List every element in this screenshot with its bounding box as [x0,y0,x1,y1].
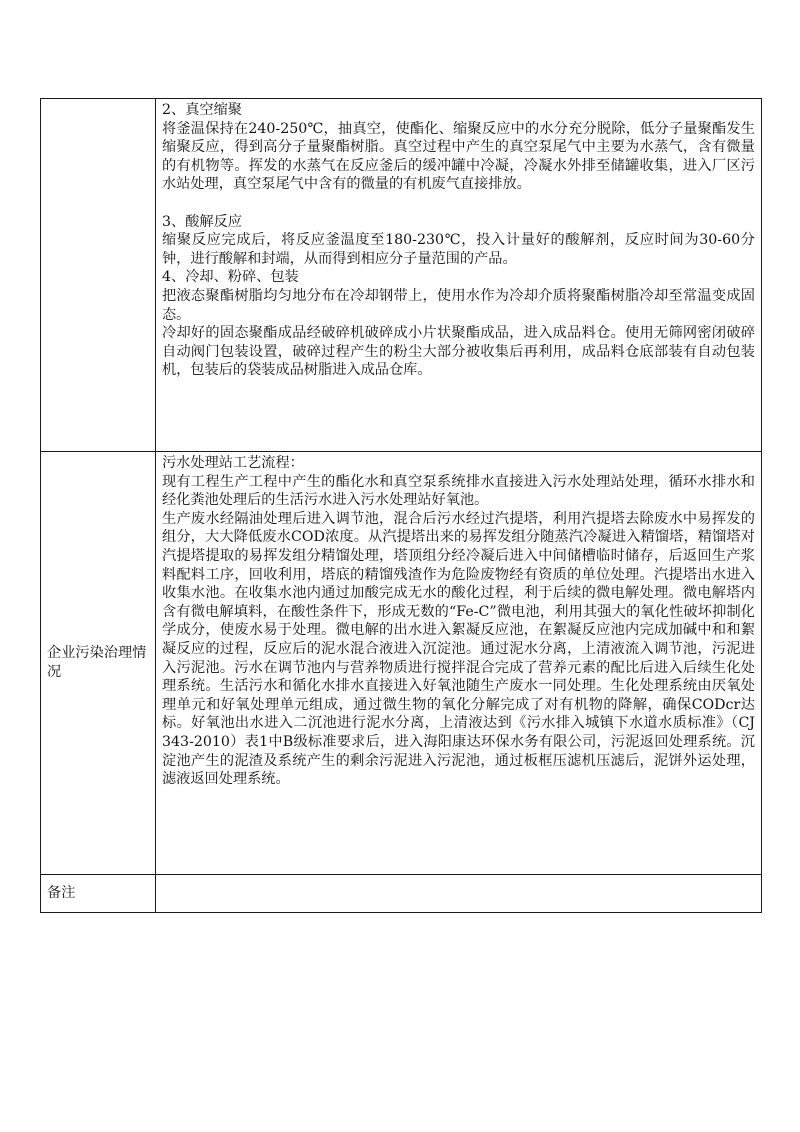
heading-cooling-packaging: 4、冷却、粉碎、包装 [161,269,299,286]
table-row-remarks [41,875,762,913]
table-row-pollution-control [41,452,762,875]
wastewater-paragraph-1: 现有工程生产工程中产生的酯化水和真空泵系统排水直接进入污水处理站处理，循环水排水和经化粪池处理后的生活污水进入污水处理站好氧池。 [161,473,755,509]
row-label-empty [41,99,156,452]
heading-vacuum-polycondensation: 2、真空缩聚 [161,102,242,118]
document-table [40,98,770,913]
paragraph-gap [162,194,755,213]
cooling-text-2: 冷却好的固态聚酯成品经破碎机破碎成小片状聚酯成品，进入成品料仓。使用无筛网密闭破碎自动阀门包装设置，破碎过程产生的粉尘大部分被收集后再利用，成品料仓底部装有自动包装机，包装后的袋装成品树脂进入成品仓库。 [161,325,755,379]
row-label-remarks: 备注 [41,875,156,913]
process-description-cell [155,99,761,452]
remarks-content [155,875,761,913]
row-label-pollution-control: 企业污染治理情况 [41,452,156,875]
heading-acidolysis: 3、酸解反应 [161,213,242,230]
acidolysis-text: 缩聚反应完成后，将反应釜温度至180-230℃，投入计量好的酸解剂，反应时间为30-60分钟，进行酸解和封端，从而得到相应分子量范围的产品。 [161,232,755,267]
heading-wastewater-process: 污水处理站工艺流程： [161,455,304,471]
wastewater-paragraph-2: 生产废水经隔油处理后进入调节池，混合后污水经过汽提塔，利用汽提塔去除废水中易挥发的组分，大大降低废水COD浓度。从汽提塔出来的易挥发组分随蒸汽冷凝进入精馏塔，精馏塔对汽提塔提取的易挥发组分精馏处理，塔顶组分经冷凝后进入中间储槽临时储存，后返回生产浆料配料工序，回收利用，塔底的精馏残渣作为危险废物经有资质的单位处理。汽提塔出水进入收集水池。在收集水池内通过加酸完成无水的酸化过程，利于后续的微电解处理。微电解塔内含有微电解填料，在酸性条件下，形成无数的“Fe-C”微电池，利用其强大的氧化性破坏抑制化学成分，使废水易于处理。微电解的出水进入絮凝反应池，在絮凝反应池内完成加碱中和和絮凝反应的过程，反应后的泥水混合液进入沉淀池。通过泥水分离，上清液流入调节池，污泥进入污泥池。污水在调节池内与营养物质进行搅拌混合完成了营养元素的配比后进入后续生化处理系统。生活污水和循化水排水直接进入好氧池随生产废水一同处理。生化处理系统由厌氧处理单元和好氧处理单元组成，通过微生物的氧化分解完成了对有机物的降解，确保CODcr达标。好氧池出水进入二沉池进行泥水分离，上清液达到《污水排入城镇下水道水质标准》（CJ 343-2010）表1中B级标准要求后，进入海阳康达环保水务有限公司，污泥返回处理系统。沉淀池产生的泥渣及系统产生的剩余污泥进入污泥池，通过板框压滤机压滤后，泥饼外运处理，滤液返回处理系统。 [161,510,770,788]
vacuum-polycondensation-text: 将釜温保持在240-250℃，抽真空，使酯化、缩聚反应中的水分充分脱除，低分子量聚酯发生缩聚反应，得到高分子量聚酯树脂。真空过程中产生的真空泵尾气中主要为水蒸气，含有微量的有机物等。挥发的水蒸气在反应釜后的缓冲罐中冷凝，冷凝水外排至储罐收集，进入厂区污水站处理，真空泵尾气中含有的微量的有机废气直接排放。 [161,120,755,193]
cooling-text-1: 把液态聚酯树脂均匀地分布在冷却钢带上，使用水作为冷却介质将聚酯树脂冷却至常温变成固态。 [161,287,755,323]
pollution-control-cell [155,452,770,875]
table-row-process [41,99,762,452]
